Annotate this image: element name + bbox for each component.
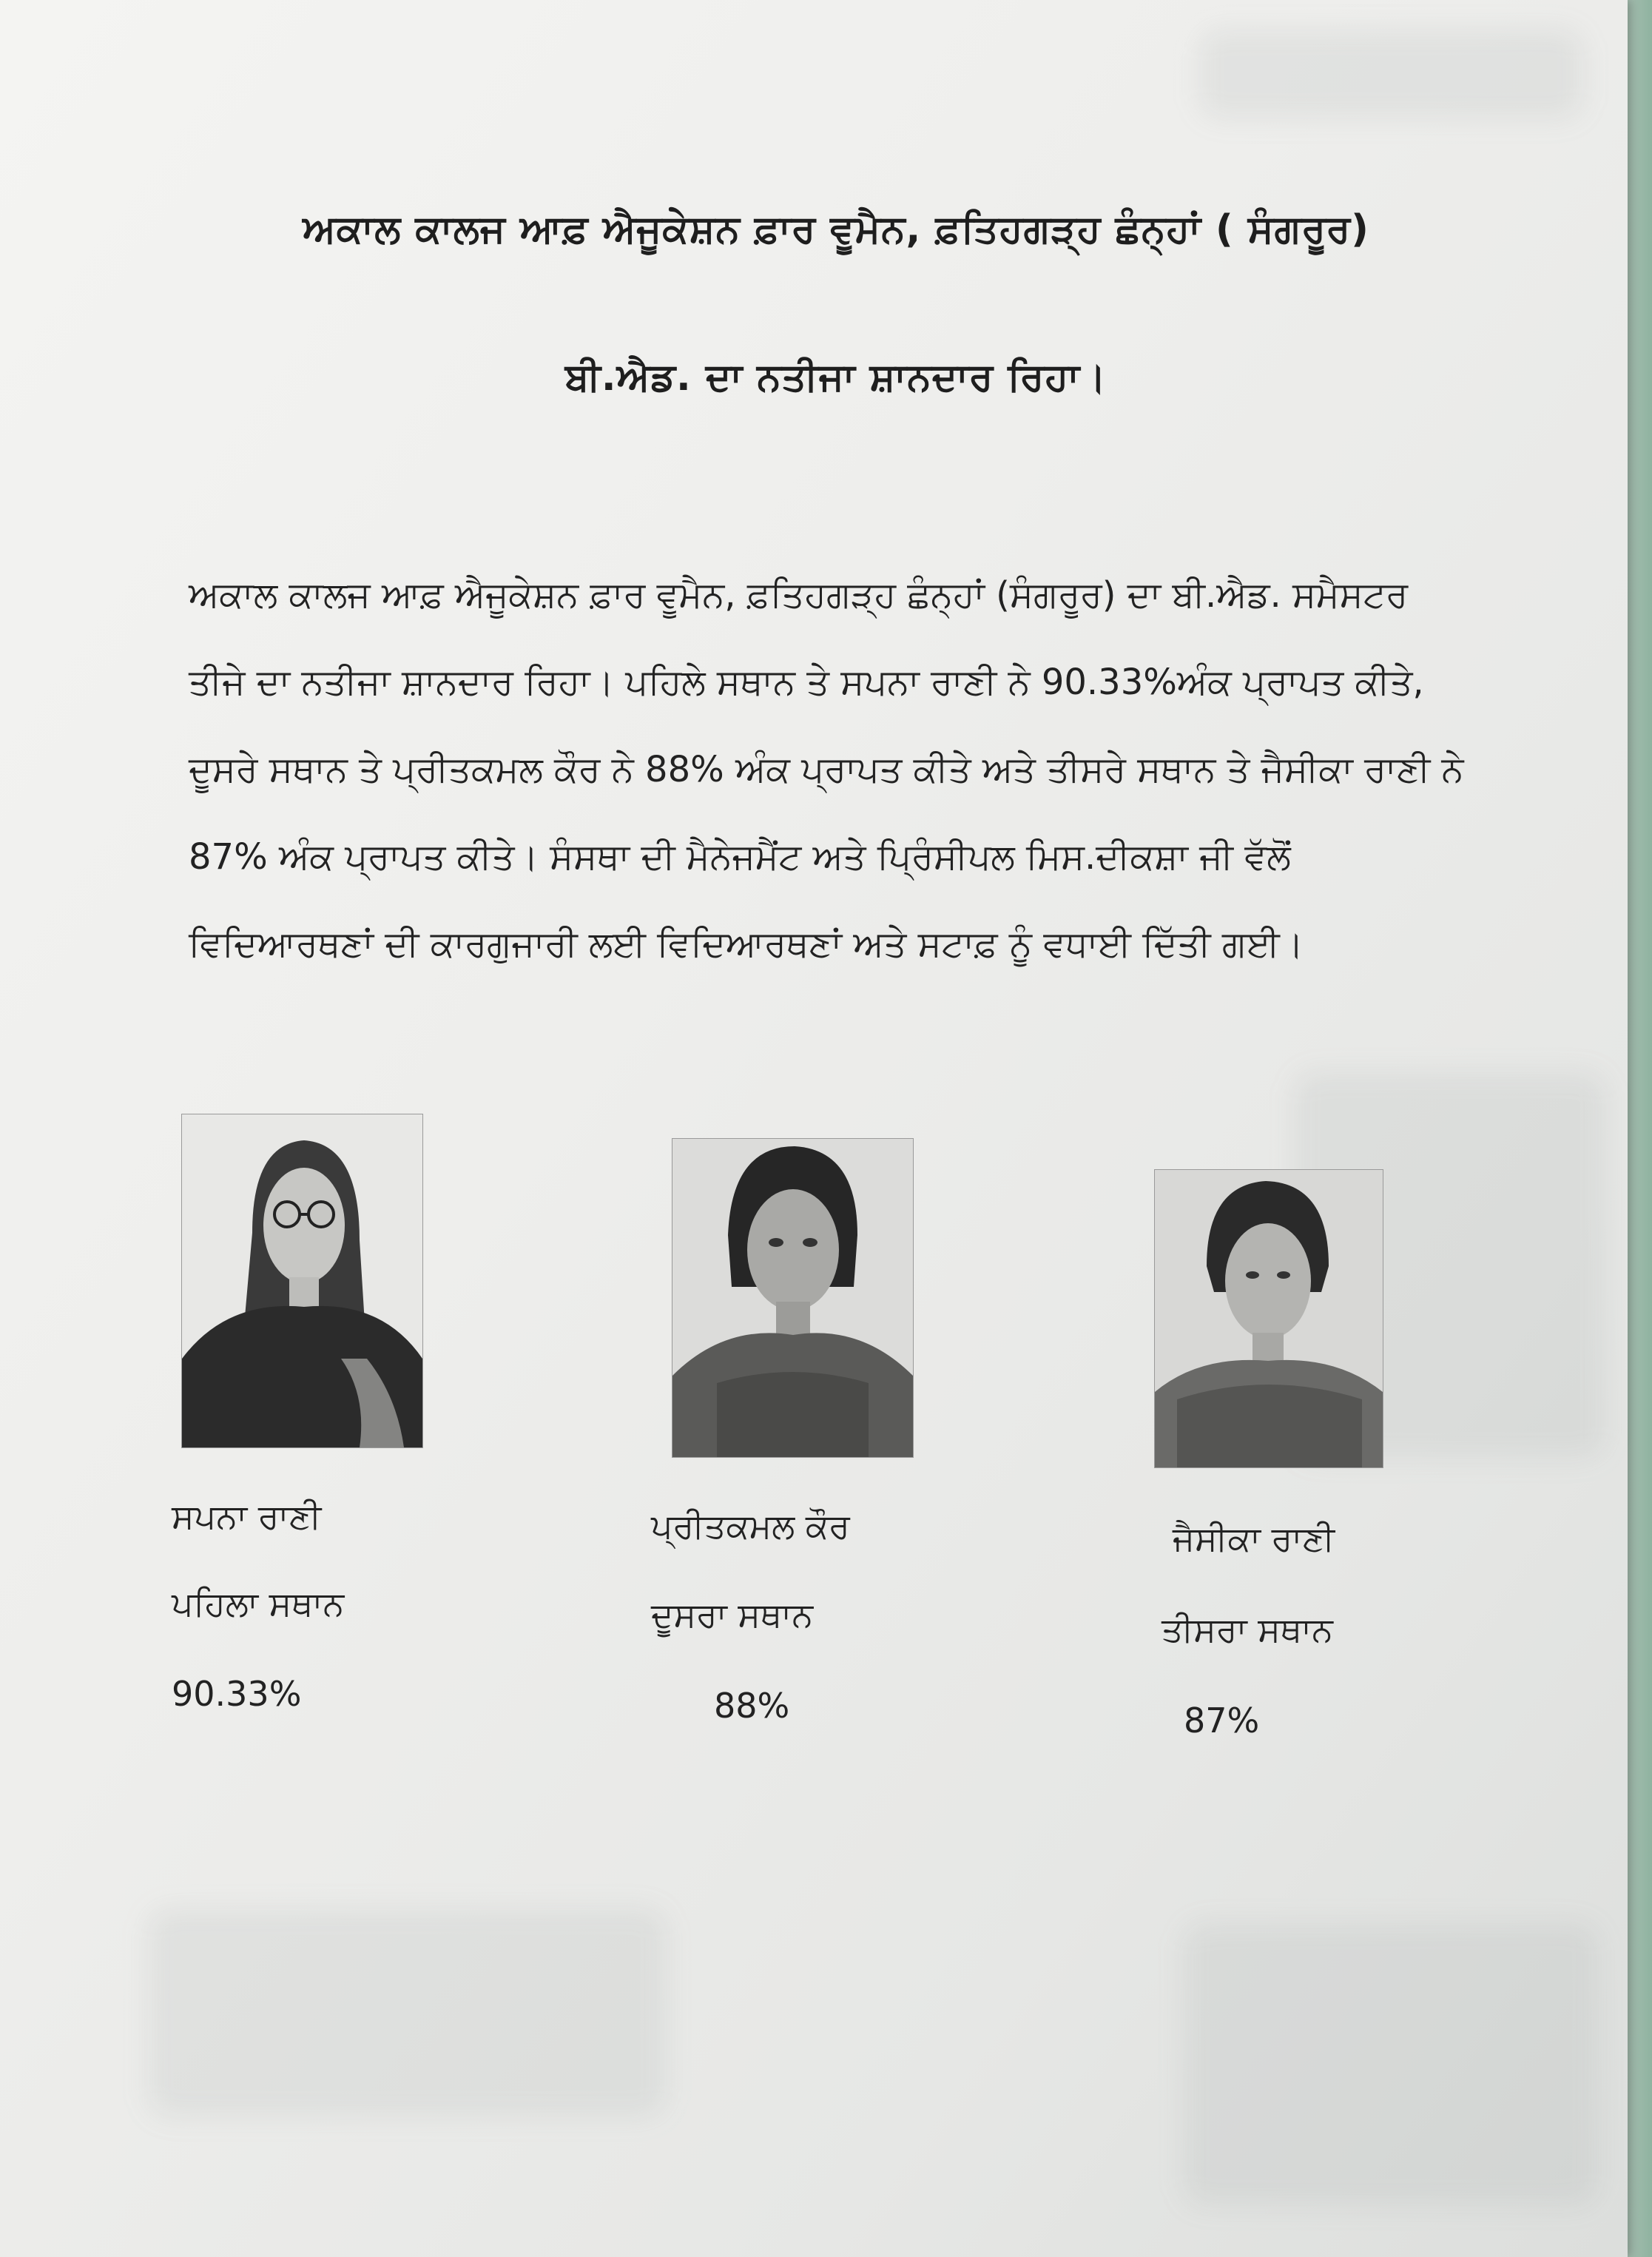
show-through-smudge	[1198, 30, 1583, 118]
topper-2-name: ਪ੍ਰੀਤਕਮਲ ਕੌਰ	[651, 1506, 850, 1546]
topper-2-position: ਦੂਸਰਾ ਸਥਾਨ	[651, 1595, 814, 1635]
topper-3-position: ਤੀਸਰਾ ਸਥਾਨ	[1162, 1610, 1333, 1649]
topper-1-score: 90.33%	[172, 1674, 302, 1714]
topper-3-name: ਜੈਸੀਕਾ ਰਾਣੀ	[1173, 1518, 1335, 1558]
heading-line-2: ਬੀ.ਐਡ. ਦਾ ਨਤੀਜਾ ਸ਼ਾਨਦਾਰ ਰਿਹਾ।	[564, 355, 1107, 400]
topper-photo-3	[1154, 1169, 1383, 1468]
show-through-smudge	[148, 1909, 666, 2116]
portrait-image	[182, 1114, 422, 1447]
portrait-image	[1155, 1170, 1383, 1467]
portrait-image	[672, 1139, 913, 1457]
topper-1-position: ਪਹਿਲਾ ਸਥਾਨ	[172, 1584, 345, 1624]
body-paragraph: ਅਕਾਲ ਕਾਲਜ ਆਫ਼ ਐਜੂਕੇਸ਼ਨ ਫ਼ਾਰ ਵੂਮੈਨ, ਫ਼ਤਿਹਗੜ੍ਹ ਛੰਨ੍ਹਾਂ (ਸੰਗਰੂਰ) ਦਾ ਬੀ.ਐਡ. ਸਮੈਸਟਰ ਤੀਜੇ ਦਾ ਨਤੀਜਾ ਸ਼ਾਨਦਾਰ ਰਿਹਾ। ਪਹਿਲੇ ਸਥਾਨ ਤੇ ਸਪਨਾ ਰਾਣੀ ਨੇ 90.33%ਅੰਕ ਪ੍ਰਾਪਤ ਕੀਤੇ, ਦੂਸਰੇ ਸਥਾਨ ਤੇ ਪ੍ਰੀਤਕਮਲ ਕੌਰ ਨੇ 88% ਅੰਕ ਪ੍ਰਾਪਤ ਕੀਤੇ ਅਤੇ ਤੀਸਰੇ ਸਥਾਨ ਤੇ ਜੈਸੀਕਾ ਰਾਣੀ ਨੇ 87% ਅੰਕ ਪ੍ਰਾਪਤ ਕੀਤੇ। ਸੰਸਥਾ ਦੀ ਮੈਨੇਜਮੈਂਟ ਅਤੇ ਪ੍ਰਿੰਸੀਪਲ ਮਿਸ.ਦੀਕਸ਼ਾ ਜੀ ਵੱਲੋਂ ਵਿਦਿਆਰਥਣਾਂ ਦੀ ਕਾਰਗੁਜਾਰੀ ਲਈ ਵਿਦਿਆਰਥਣਾਂ ਅਤੇ ਸਟਾਫ਼ ਨੂੰ ਵਧਾਈ ਦਿੱਤੀ ਗਈ।	[189, 574, 1464, 965]
topper-photo-2	[672, 1138, 914, 1458]
show-through-smudge	[1184, 1924, 1598, 2205]
topper-3-score: 87%	[1184, 1701, 1260, 1740]
topper-photo-1	[181, 1114, 423, 1448]
topper-2-score: 88%	[714, 1686, 790, 1726]
topper-1-name: ਸਪਨਾ ਰਾਣੀ	[172, 1496, 322, 1536]
heading-line-1: ਅਕਾਲ ਕਾਲਜ ਆਫ਼ ਐਜੂਕੇਸ਼ਨ ਫ਼ਾਰ ਵੂਮੈਨ, ਫ਼ਤਿਹਗੜ੍ਹ ਛੰਨ੍ਹਾਂ ( ਸੰਗਰੂਰ)	[303, 207, 1369, 252]
